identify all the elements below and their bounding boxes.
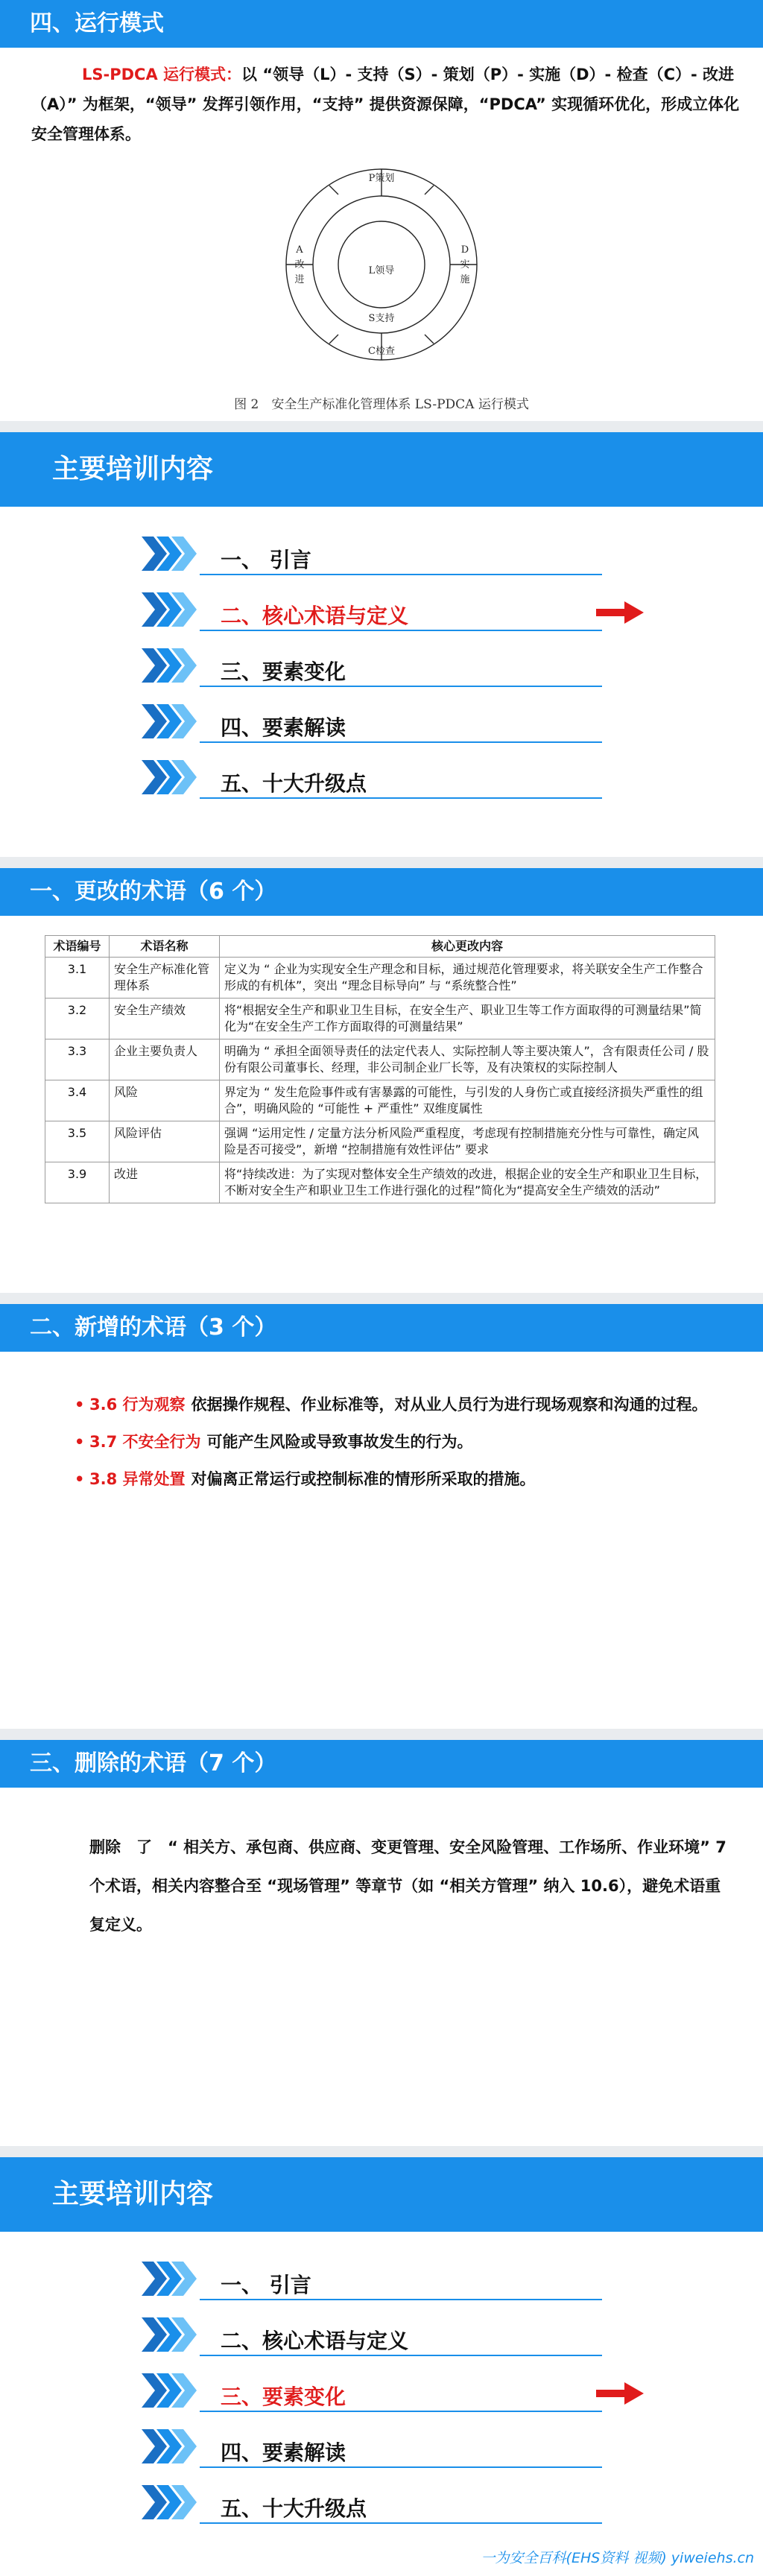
bullet-icon: • bbox=[75, 1433, 85, 1451]
diagram-s-label: S支持 bbox=[368, 313, 395, 324]
table-row bbox=[45, 1039, 715, 1080]
chevron-stripes-icon bbox=[142, 2485, 198, 2519]
diagram-c-label: C检查 bbox=[368, 346, 395, 357]
term-tag: 3.6 行为观察 bbox=[89, 1396, 186, 1414]
slide-deleted-terms bbox=[0, 1740, 763, 2146]
toc-item-label: 一、 引言 bbox=[221, 2273, 311, 2297]
slide-toc-1 bbox=[0, 432, 763, 857]
toc-underline bbox=[200, 2411, 602, 2412]
chevron-stripes-icon bbox=[142, 2317, 198, 2352]
chevron-stripes-icon bbox=[142, 592, 198, 627]
terms-table bbox=[45, 935, 715, 1203]
toc-title: 主要培训内容 bbox=[0, 432, 763, 507]
toc-item-label: 三、要素变化 bbox=[221, 2384, 346, 2409]
toc-item[interactable] bbox=[142, 592, 678, 637]
chevron-stripes-icon bbox=[142, 760, 198, 794]
col-code-header: 术语编号 bbox=[45, 936, 110, 958]
toc-item-label: 五、十大升级点 bbox=[221, 771, 367, 796]
toc-underline bbox=[200, 686, 602, 687]
chevron-stripes-icon bbox=[142, 648, 198, 683]
list-item bbox=[75, 1423, 715, 1461]
slide-title: 三、删除的术语（7 个） bbox=[0, 1740, 763, 1788]
ls-pdca-diagram bbox=[285, 153, 478, 384]
list-item bbox=[75, 1386, 715, 1423]
term-code: 3.3 bbox=[45, 1039, 110, 1080]
toc-underline bbox=[200, 2299, 602, 2300]
intro-lead: LS-PDCA 运行模式： bbox=[82, 66, 242, 83]
term-name: 企业主要负责人 bbox=[110, 1039, 220, 1080]
term-code: 3.5 bbox=[45, 1121, 110, 1162]
term-tag: 3.7 不安全行为 bbox=[89, 1433, 201, 1451]
term-code: 3.9 bbox=[45, 1162, 110, 1203]
col-name-header: 术语名称 bbox=[110, 936, 220, 958]
toc-item-label: 三、要素变化 bbox=[221, 659, 346, 684]
intro-paragraph bbox=[31, 60, 747, 149]
chevron-stripes-icon bbox=[142, 2429, 198, 2463]
slide-title: 一、更改的术语（6 个） bbox=[0, 868, 763, 916]
toc-item[interactable] bbox=[142, 2317, 678, 2362]
toc-item[interactable] bbox=[142, 2485, 678, 2530]
term-change: 明确为 “ 承担全面领导责任的法定代表人、实际控制人等主要决策人”，含有限责任公司 / 股份有限公司董事长、经理，非公司制企业厂长等，及有决策权的实际控制人 bbox=[220, 1039, 715, 1080]
toc-underline bbox=[200, 2466, 602, 2468]
term-change: 将“持续改进：为了实现对整体安全生产绩效的改进，根据企业的安全生产和职业卫生目标，不断对安全生产和职业卫生工作进行强化的过程”简化为“提高安全生产绩效的活动” bbox=[220, 1162, 715, 1203]
diagram-p-label: P策划 bbox=[368, 173, 395, 184]
intro-body: 以 “领导（L）- 支持（S）- 策划（P）- 实施（D）- 检查（C）- 改进（A）” 为框架，“领导” 发挥引领作用，“支持” 提供资源保障，“PDCA” 实现循环优化，形成立体化安全管理体系。 bbox=[31, 66, 740, 143]
slide-title: 四、运行模式 bbox=[0, 0, 763, 48]
slide-new-terms bbox=[0, 1304, 763, 1729]
toc-item[interactable] bbox=[142, 704, 678, 749]
diagram-a-char1: 改 bbox=[294, 259, 305, 270]
term-name: 改进 bbox=[110, 1162, 220, 1203]
term-name: 安全生产绩效 bbox=[110, 999, 220, 1039]
term-change: 强调 “运用定性 / 定量方法分析风险严重程度，考虑现有控制措施充分性与可靠性，确定风险是否可接受”，新增 “控制措施有效性评估” 要求 bbox=[220, 1121, 715, 1162]
toc-item[interactable] bbox=[142, 537, 678, 581]
bullet-icon: • bbox=[75, 1470, 85, 1488]
toc-item-label: 二、核心术语与定义 bbox=[221, 2329, 409, 2353]
diagram-d-char1: 实 bbox=[460, 259, 470, 270]
toc-underline bbox=[200, 741, 602, 743]
list-item bbox=[75, 1461, 715, 1498]
figure-caption: 图 2 安全生产标准化管理体系 LS-PDCA 运行模式 bbox=[234, 397, 529, 412]
toc-underline bbox=[200, 2355, 602, 2356]
table-row bbox=[45, 958, 715, 999]
slide-changed-terms bbox=[0, 868, 763, 1293]
term-code: 3.2 bbox=[45, 999, 110, 1039]
toc-underline bbox=[200, 630, 602, 631]
toc-title: 主要培训内容 bbox=[0, 2157, 763, 2232]
toc-item-label: 四、要素解读 bbox=[221, 715, 346, 740]
slide-toc-2 bbox=[0, 2157, 763, 2576]
term-change: 界定为 “ 发生危险事件或有害暴露的可能性，与引发的人身伤亡或直接经济损失严重性的组合”，明确风险的 “可能性 + 严重性” 双维度属性 bbox=[220, 1080, 715, 1121]
diagram-a-char2: 进 bbox=[294, 274, 305, 285]
term-change: 定义为 “ 企业为实现安全生产理念和目标，通过规范化管理要求，将关联安全生产工作整合形成的有机体”，突出 “理念目标导向” 与 “系统整合性” bbox=[220, 958, 715, 999]
toc-item-label: 二、核心术语与定义 bbox=[221, 604, 409, 628]
toc-item[interactable] bbox=[142, 2373, 678, 2418]
table-row bbox=[45, 999, 715, 1039]
toc-item-label: 四、要素解读 bbox=[221, 2440, 346, 2465]
term-tag: 3.8 异常处置 bbox=[89, 1470, 186, 1488]
diagram-d-label: D bbox=[460, 244, 469, 256]
right-arrow-icon bbox=[596, 601, 644, 624]
diagram-d-char2: 施 bbox=[460, 274, 470, 285]
term-code: 3.4 bbox=[45, 1080, 110, 1121]
term-desc: 对偏离正常运行或控制标准的情形所采取的措施。 bbox=[191, 1470, 536, 1488]
table-row bbox=[45, 1080, 715, 1121]
bullet-icon: • bbox=[75, 1396, 85, 1414]
term-code: 3.1 bbox=[45, 958, 110, 999]
toc-item[interactable] bbox=[142, 2262, 678, 2306]
chevron-stripes-icon bbox=[142, 2262, 198, 2296]
diagram-a-label: A bbox=[296, 244, 303, 256]
col-content-header: 核心更改内容 bbox=[220, 936, 715, 958]
term-desc: 依据操作规程、作业标准等，对从业人员行为进行现场观察和沟通的过程。 bbox=[191, 1396, 708, 1414]
toc-underline bbox=[200, 2522, 602, 2524]
toc-item[interactable] bbox=[142, 648, 678, 693]
term-name: 风险 bbox=[110, 1080, 220, 1121]
term-name: 风险评估 bbox=[110, 1121, 220, 1162]
chevron-stripes-icon bbox=[142, 2373, 198, 2408]
toc-underline bbox=[200, 797, 602, 799]
toc-item[interactable] bbox=[142, 2429, 678, 2474]
deleted-terms-text: 删除 了 “ 相关方、承包商、供应商、变更管理、安全风险管理、工作场所、作业环境” 7 个术语，相关内容整合至 “现场管理” 等章节（如 “相关方管理” 纳入 10.6），避免术语重复定义。 bbox=[89, 1838, 726, 1934]
diagram-l-label: L领导 bbox=[368, 265, 395, 276]
toc-item-label: 五、十大升级点 bbox=[221, 2496, 367, 2521]
term-change: 将“根据安全生产和职业卫生目标，在安全生产、职业卫生等工作方面取得的可测量结果”简化为“在安全生产工作方面取得的可测量结果” bbox=[220, 999, 715, 1039]
right-arrow-icon bbox=[596, 2382, 644, 2405]
slide-operation-mode bbox=[0, 0, 763, 421]
toc-underline bbox=[200, 574, 602, 575]
chevron-stripes-icon bbox=[142, 537, 198, 571]
chevron-stripes-icon bbox=[142, 704, 198, 738]
footer-watermark: 一为安全百科(EHS资料 视频) yiweiehs.cn bbox=[481, 2550, 754, 2566]
toc-item[interactable] bbox=[142, 760, 678, 805]
slide-title: 二、新增的术语（3 个） bbox=[0, 1304, 763, 1352]
term-desc: 可能产生风险或导致事故发生的行为。 bbox=[206, 1433, 473, 1451]
table-header-row bbox=[45, 936, 715, 958]
term-name: 安全生产标准化管理体系 bbox=[110, 958, 220, 999]
table-row bbox=[45, 1121, 715, 1162]
toc-item-label: 一、 引言 bbox=[221, 548, 311, 572]
new-terms-list bbox=[75, 1386, 715, 1498]
table-row bbox=[45, 1162, 715, 1203]
